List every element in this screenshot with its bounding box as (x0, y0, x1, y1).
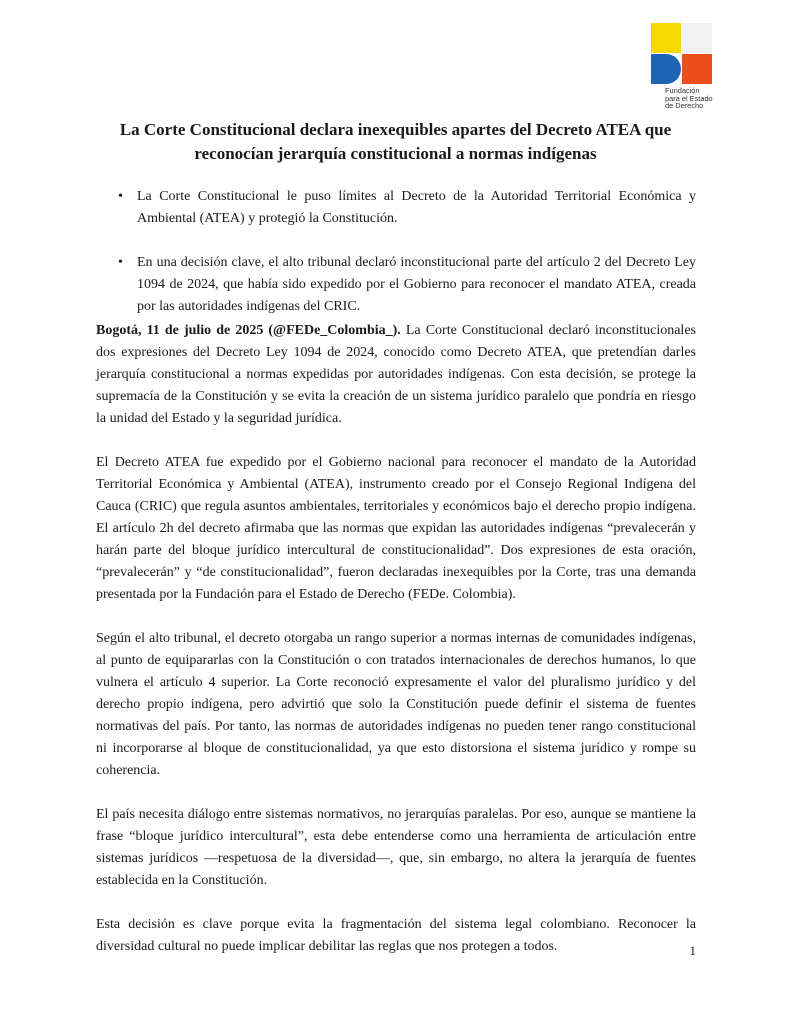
paragraph-4: El país necesita diálogo entre sistemas normativos, no jerarquías paralelas. Por eso, aunque se mantiene la frase “bloque jurídico intercultural”, esta debe entenderse como una herramienta de articulación entre sistemas jurídicos —respetuosa de la diversidad—, que, sin embargo, no altera la jerarquía de fuentes establecida en la Constitución. (96, 807, 696, 888)
summary-bullet-list (96, 186, 696, 340)
summary-bullet: • En una decisión clave, el alto tribunal declaró inconstitucional parte del artículo 2 del Decreto Ley 1094 de 2024, que había sido expedido por el Gobierno para reconocer el mandato ATEA, creada por las autoridades indígenas del CRIC. (96, 252, 696, 318)
dateline: Bogotá, 11 de julio de 2025 (@FEDe_Colombia_). (96, 323, 401, 338)
paragraph-2: El Decreto ATEA fue expedido por el Gobierno nacional para reconocer el mandato de la Autoridad Territorial Económica y Ambiental (ATEA), instrumento creado por el Consejo Regional Indígena del Cauca (CRIC) que regula asuntos ambientales, territoriales y económicos bajo el derecho propio indígena. El artículo 2h del decreto afirmaba que las normas que expidan las autoridades indígenas “prevalecerán y harán parte del bloque jurídico intercultural de constitucionalidad”. Dos expresiones de esta oración, “prevalecerán” y “de constitucionalidad”, fueron declaradas inexequibles por la Corte, tras una demanda presentada por la Fundación para el Estado de Derecho (FEDe. Colombia). (96, 455, 696, 602)
logo-text-line: de Derecho (665, 101, 704, 111)
page-number: 1 (689, 943, 696, 958)
logo-text-line: Fundación (665, 86, 700, 95)
logo-mark (651, 23, 713, 84)
article-body (96, 320, 696, 980)
fede-logo (651, 23, 713, 110)
document-title: La Corte Constitucional declara inexequibles apartes del Decreto ATEA que reconocían jerarquía constitucional a normas indígenas (119, 120, 672, 163)
paragraph-1 (96, 320, 696, 430)
paragraph-3: Según el alto tribunal, el decreto otorgaba un rango superior a normas internas de comunidades indígenas, al punto de equipararlas con la Constitución o con tratados internacionales de derechos humanos, lo que vulnera el artículo 4 superior. La Corte reconoció expresamente el valor del pluralismo jurídico y del derecho propio indígena, pero advirtió que solo la Constitución puede definir el sistema de fuentes normativas del país. Por tanto, las normas de autoridades indígenas no pueden tener rango constitucional ni incorporarse al bloque de constitucionalidad, ya que esto distorsiona el sistema jurídico y rompe su coherencia. (96, 631, 696, 778)
paragraph-1-text: La Corte Constitucional declaró inconstitucionales dos expresiones del Decreto Ley 1094 de 2024, conocido como Decreto ATEA, que pretendían darles jerarquía constitucional a normas expedidas por autoridades indígenas. Con esta decisión, se protege la supremacía de la Constitución y se evita la creación de un sistema jurídico paralelo que pondría en riesgo la unidad del Estado y la seguridad jurídica. (96, 323, 696, 426)
paragraph-5: Esta decisión es clave porque evita la fragmentación del sistema legal colombiano. Reconocer la diversidad cultural no puede implicar debilitar las reglas que nos protegen a todos. (96, 917, 696, 954)
logo-yellow-square (651, 23, 681, 53)
logo-orange-square (682, 54, 712, 84)
logo-text-line: para el Estado (665, 93, 713, 103)
logo-gray-square (682, 23, 712, 53)
summary-bullet: • La Corte Constitucional le puso límites al Decreto de la Autoridad Territorial Económica y Ambiental (ATEA) y protegió la Constitución. (96, 186, 696, 230)
logo-blue-d-shape (651, 54, 681, 84)
logo-org-name (651, 87, 725, 110)
